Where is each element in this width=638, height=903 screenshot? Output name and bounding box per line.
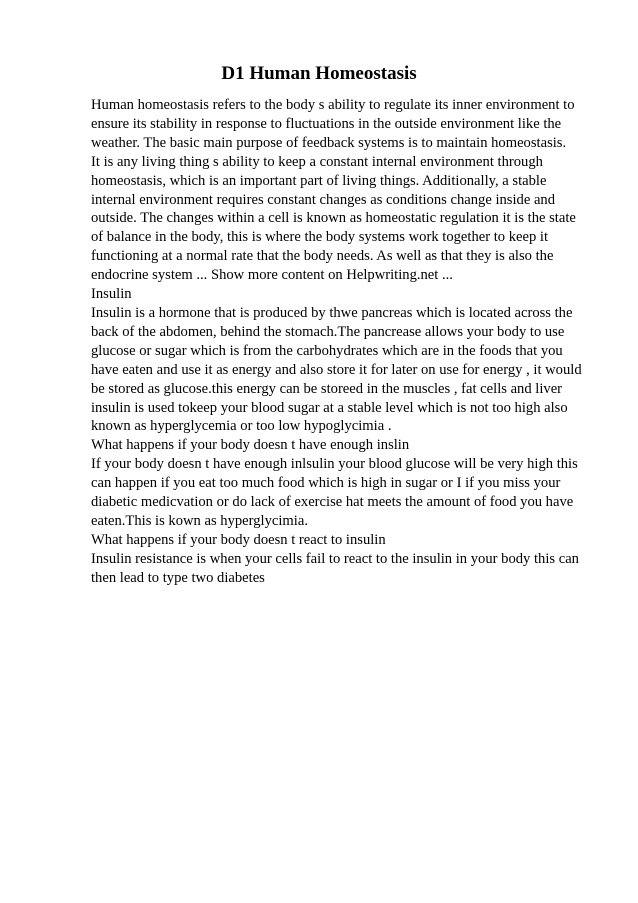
body-line: eaten.This is kown as hyperglycimia.	[91, 512, 308, 529]
body-line: ensure its stability in response to fluctuations in the outside environment like the	[91, 115, 562, 132]
body-line: of balance in the body, this is where the body systems work together to keep it	[91, 229, 549, 246]
body-line: Insulin is a hormone that is produced by thwe pancreas which is located across the	[91, 304, 573, 321]
body-line: endocrine system ... Show more content on Helpwriting.net ...	[91, 267, 453, 284]
body-line: weather. The basic main purpose of feedback systems is to maintain homeostasis.	[91, 134, 567, 151]
body-line: insulin is used tokeep your blood sugar at a stable level which is not too high also	[91, 399, 568, 416]
body-line: have eaten and use it as energy and also store it for later on use for energy , it would	[91, 361, 582, 378]
section-heading-not-enough-insulin: What happens if your body doesn t have enough inslin	[91, 437, 410, 454]
body-line: known as hyperglycemia or too low hypoglycimia .	[91, 418, 392, 435]
body-line: Insulin resistance is when your cells fail to react to the insulin in your body this can	[91, 550, 579, 567]
body-line: diabetic medicvation or do lack of exercise hat meets the amount of food you have	[91, 494, 574, 511]
body-line: Human homeostasis refers to the body s ability to regulate its inner environment to	[91, 97, 575, 113]
body-line: functioning at a normal rate that the body needs. As well as that they is also the	[91, 248, 554, 265]
body-line: be stored as glucose.this energy can be storeed in the muscles , fat cells and liver	[91, 380, 563, 397]
body-line: back of the abdomen, behind the stomach.The pancrease allows your body to use	[91, 323, 565, 340]
document-body	[91, 96, 591, 588]
body-line: then lead to type two diabetes	[91, 569, 265, 586]
section-heading-insulin-resistance: What happens if your body doesn t react to insulin	[91, 531, 386, 548]
body-line: internal environment requires constant changes as conditions change inside and	[91, 191, 556, 208]
body-line: glucose or sugar which is from the carbohydrates which are in the foods that you	[91, 342, 563, 359]
body-line: homeostasis, which is an important part of living things. Additionally, a stable	[91, 172, 547, 189]
body-line: If your body doesn t have enough inlsulin your blood glucose will be very high this	[91, 456, 578, 473]
body-line: It is any living thing s ability to keep a constant internal environment through	[91, 153, 543, 170]
document-title: D1 Human Homeostasis	[221, 63, 417, 84]
section-heading-insulin: Insulin	[91, 286, 132, 303]
body-line: can happen if you eat too much food which is high in sugar or I if you miss your	[91, 475, 561, 492]
body-line: outside. The changes within a cell is known as homeostatic regulation it is the state	[91, 210, 576, 227]
